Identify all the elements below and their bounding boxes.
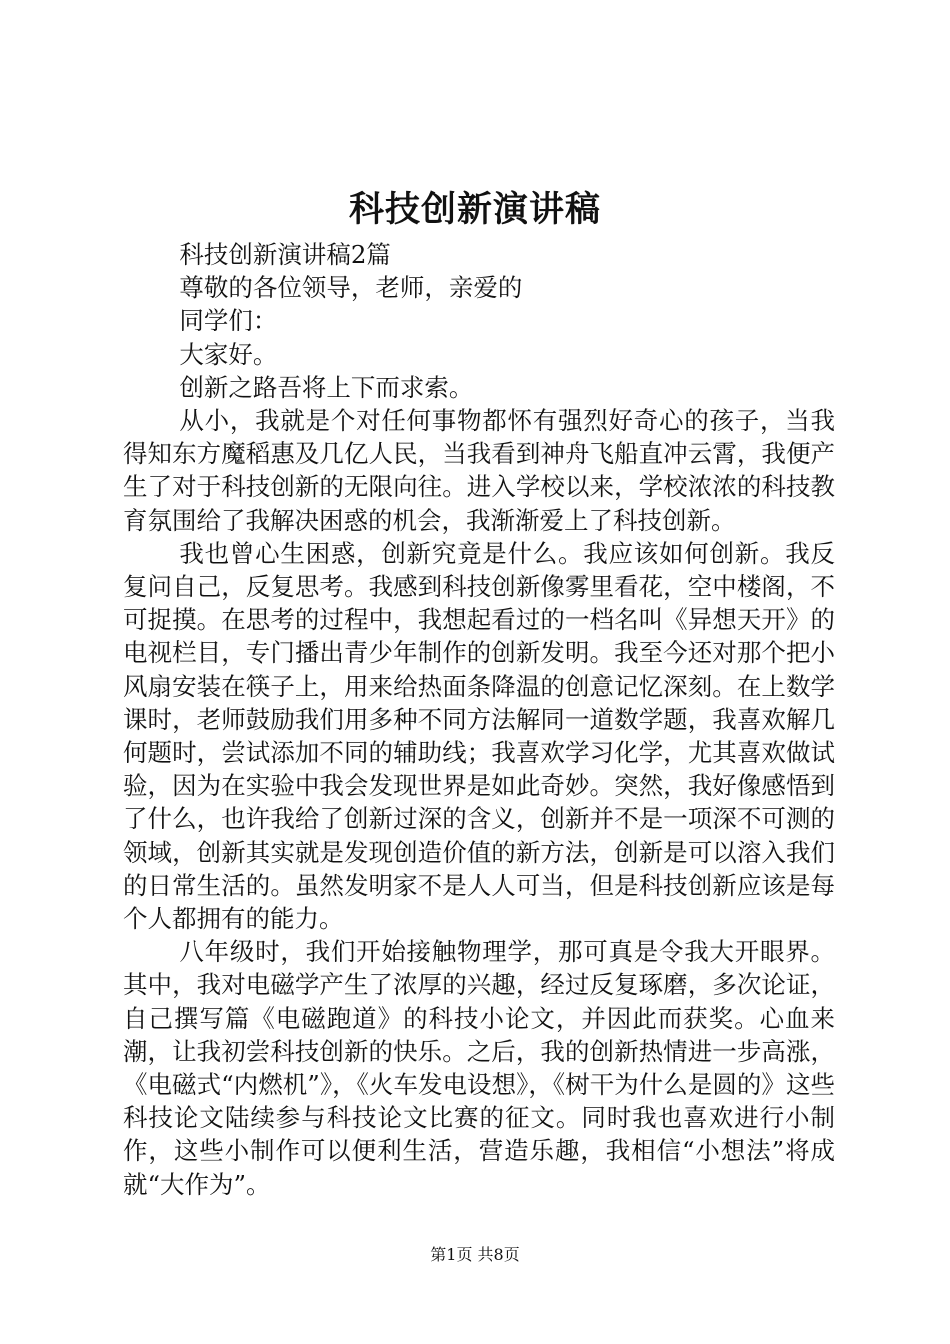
paragraph-body-1: 从小，我就是个对任何事物都怀有强烈好奇心的孩子，当我得知东方魔稻惠及几亿人民，当我看到神舟飞船直冲云霄，我便产生了对于科技创新的无限向往。进入学校以来，学校浓浓的科技教育氛围给了我解决困惑的机会，我渐渐爱上了科技创新。 (123, 406, 835, 535)
paragraph-body-2: 我也曾心生困惑，创新究竟是什么。我应该如何创新。我反复问自己，反复思考。我感到科技创新像雾里看花，空中楼阁，不可捉摸。在思考的过程中，我想起看过的一档名叫《异想天开》的电视栏目，专门播出青少年制作的创新发明。我至今还对那个把小风扇安装在筷子上，用来给热面条降温的创意记忆深刻。在上数学课时，老师鼓励我们用多种不同方法解同一道数学题，我喜欢解几何题时，尝试添加不同的辅助线；我喜欢学习化学，尤其喜欢做试验，因为在实验中我会发现世界是如此奇妙。突然，我好像感悟到了什么，也许我给了创新过深的含义，创新并不是一项深不可测的领域，创新其实就是发现创造价值的新方法，创新是可以溶入我们的日常生活的。虽然发明家不是人人可当，但是科技创新应该是每个人都拥有的能力。 (123, 538, 835, 934)
paragraph-body-3: 八年级时，我们开始接触物理学，那可真是令我大开眼界。其中，我对电磁学产生了浓厚的兴趣，经过反复琢磨，多次论证，自己撰写篇《电磁跑道》的科技小论文，并因此而获奖。心血来潮，让我初尝科技创新的快乐。之后，我的创新热情进一步高涨，《电磁式“内燃机”》，《火车发电设想》，《树干为什么是圆的》这些科技论文陆续参与科技论文比赛的征文。同时我也喜欢进行小制作，这些小制作可以便利生活，营造乐趣，我相信“小想法”将成就“大作为”。 (123, 937, 835, 1199)
paragraph-salutation-cont: 同学们： (179, 306, 278, 336)
page-footer: 第1页 共8页 (430, 1245, 520, 1264)
paragraph-subtitle: 科技创新演讲稿2篇 (179, 240, 391, 269)
document-body (123, 238, 835, 1201)
paragraph-salutation: 尊敬的各位领导，老师，亲爱的 (179, 273, 523, 303)
paragraph-motto: 创新之路吾将上下而求索。 (179, 372, 474, 402)
document-title: 科技创新演讲稿 (348, 189, 601, 230)
paragraph-greeting: 大家好。 (179, 339, 278, 369)
